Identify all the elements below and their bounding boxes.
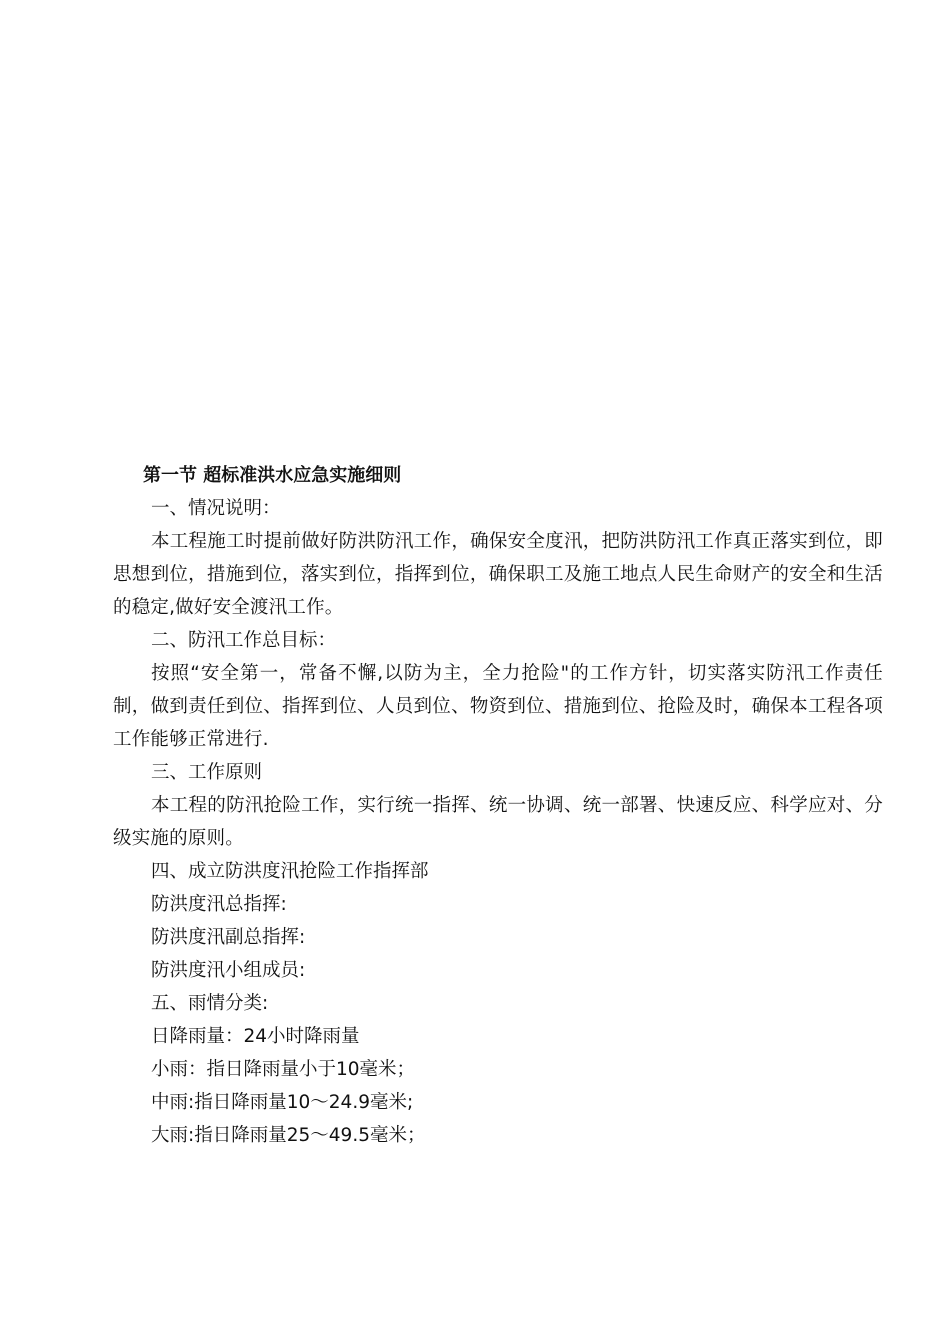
item-rain-classification-heading: 五、雨情分类: — [151, 993, 269, 1014]
item-commander: 防洪度汛总指挥: — [151, 894, 287, 915]
item-team-members: 防洪度汛小组成员: — [151, 960, 306, 981]
item-goal-heading: 二、防汛工作总目标： — [151, 630, 337, 651]
item-command-heading: 四、成立防洪度汛抢险工作指挥部 — [151, 861, 429, 882]
item-light-rain: 小雨：指日降雨量小于10毫米； — [151, 1059, 416, 1080]
section-title: 第一节 超标准洪水应急实施细则 — [143, 465, 402, 486]
item-situation-heading: 一、情况说明： — [151, 498, 281, 519]
item-goal-paragraph: 按照“安全第一，常备不懈,以防为主，全力抢险"的工作方针，切实落实防汛工作责任制，做到责任到位、指挥到位、人员到位、物资到位、措施到位、抢险及时，确保本工程各项工作能够正常进行. — [113, 663, 883, 750]
document-body — [113, 459, 883, 1152]
item-heavy-rain: 大雨:指日降雨量25～49.5毫米； — [151, 1125, 426, 1146]
item-principle-heading: 三、工作原则 — [151, 762, 263, 783]
item-situation-paragraph: 本工程施工时提前做好防洪防汛工作，确保安全度汛，把防洪防汛工作真正落实到位，即思想到位，措施到位，落实到位，指挥到位，确保职工及施工地点人民生命财产的安全和生活的稳定,做好安全渡汛工作。 — [113, 531, 883, 618]
item-daily-rainfall: 日降雨量：24小时降雨量 — [151, 1026, 360, 1047]
item-moderate-rain: 中雨:指日降雨量10～24.9毫米; — [151, 1092, 414, 1113]
item-principle-paragraph: 本工程的防汛抢险工作，实行统一指挥、统一协调、统一部署、快速反应、科学应对、分级实施的原则。 — [113, 795, 883, 849]
item-deputy-commander: 防洪度汛副总指挥: — [151, 927, 306, 948]
